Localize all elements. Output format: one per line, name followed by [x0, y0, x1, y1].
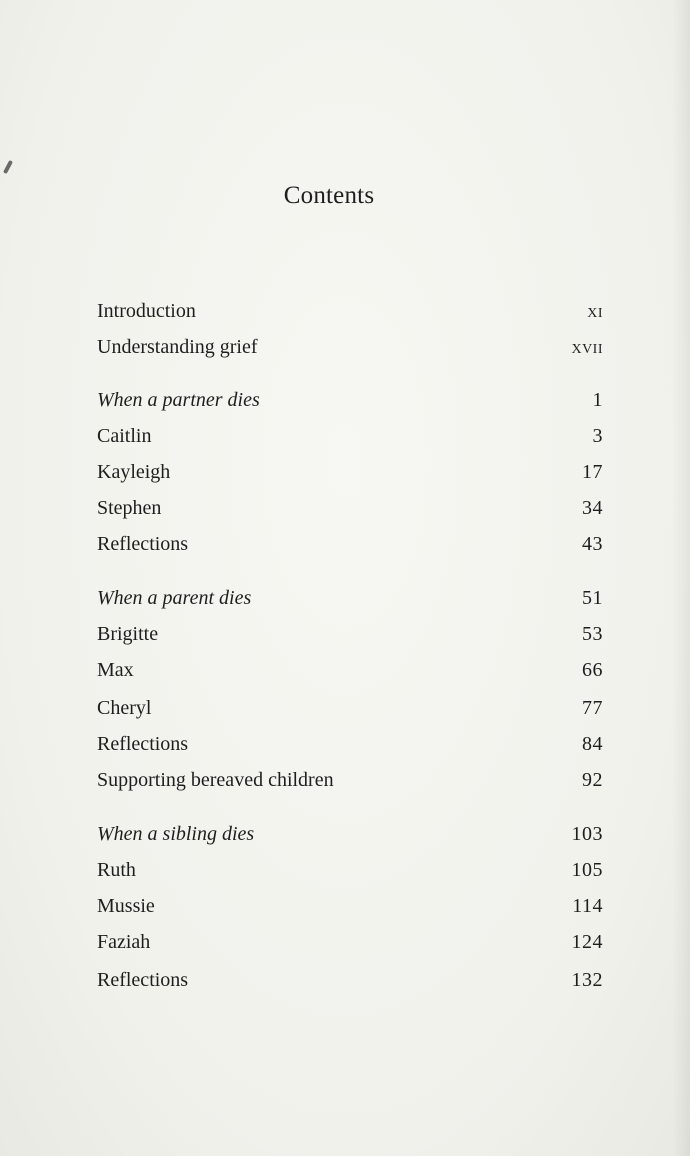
- toc-entry: [97, 765, 603, 795]
- toc-page-number: 53: [582, 623, 603, 645]
- toc-page-number: 124: [571, 931, 603, 953]
- toc-entry-title: Brigitte: [97, 623, 159, 645]
- toc-entry-title: Reflections: [97, 969, 189, 991]
- toc-entry-title: Caitlin: [97, 425, 152, 447]
- page-edge-shadow: [672, 0, 690, 1156]
- toc-entry: [97, 729, 603, 759]
- toc-entry: [97, 927, 603, 957]
- toc-entry: [97, 296, 603, 326]
- toc-entry-title: Faziah: [97, 931, 151, 953]
- toc-page-number: xi: [587, 300, 603, 322]
- toc-page-number: 34: [582, 497, 603, 519]
- toc-page-number: 66: [582, 659, 603, 681]
- toc-entry-title: When a partner dies: [97, 389, 260, 411]
- contents-title: Contents: [283, 182, 375, 209]
- toc-entry-title: Reflections: [97, 733, 189, 755]
- toc-page-number: 3: [592, 425, 603, 447]
- toc-entry: [97, 457, 603, 487]
- toc-entry-title: Kayleigh: [97, 461, 171, 483]
- toc-page-number: 114: [572, 895, 603, 917]
- toc-section-heading: [97, 385, 603, 415]
- toc-entry: [97, 493, 603, 523]
- toc-page-number: 84: [582, 733, 603, 755]
- toc-entry-title: Supporting bereaved children: [97, 769, 334, 791]
- toc-page-number: 92: [582, 769, 603, 791]
- toc-page-number: 51: [582, 587, 603, 609]
- toc-entry: [97, 421, 603, 451]
- toc-entry: [97, 655, 603, 685]
- toc-page-number: 43: [582, 533, 603, 555]
- toc-page-number: 105: [571, 859, 603, 881]
- toc-entry: [97, 693, 603, 723]
- toc-entry: [97, 619, 603, 649]
- toc-page-number: 132: [571, 969, 603, 991]
- toc-entry-title: Cheryl: [97, 697, 152, 719]
- toc-entry-title: Max: [97, 659, 134, 681]
- toc-page-number: 103: [571, 823, 603, 845]
- toc-page-number: 77: [582, 697, 603, 719]
- toc-entry-title: Ruth: [97, 859, 136, 881]
- toc-entry-title: Reflections: [97, 533, 189, 555]
- toc-section-heading: [97, 583, 603, 613]
- toc-entry-title: When a parent dies: [97, 587, 252, 609]
- toc-section-heading: [97, 819, 603, 849]
- toc-entry: [97, 855, 603, 885]
- toc-entry-title: Introduction: [97, 300, 196, 322]
- pencil-mark: [3, 160, 13, 174]
- toc-entry: [97, 529, 603, 559]
- toc-entry-title: Mussie: [97, 895, 155, 917]
- toc-entry: [97, 891, 603, 921]
- toc-entry: [97, 965, 603, 995]
- toc-entry-title: When a sibling dies: [97, 823, 255, 845]
- toc-page-number: 17: [582, 461, 603, 483]
- toc-entry-title: Stephen: [97, 497, 162, 519]
- toc-entry-title: Understanding grief: [97, 336, 258, 358]
- toc-entry: [97, 332, 603, 362]
- toc-page-number: 1: [592, 389, 603, 411]
- toc-page-number: xvii: [571, 336, 603, 358]
